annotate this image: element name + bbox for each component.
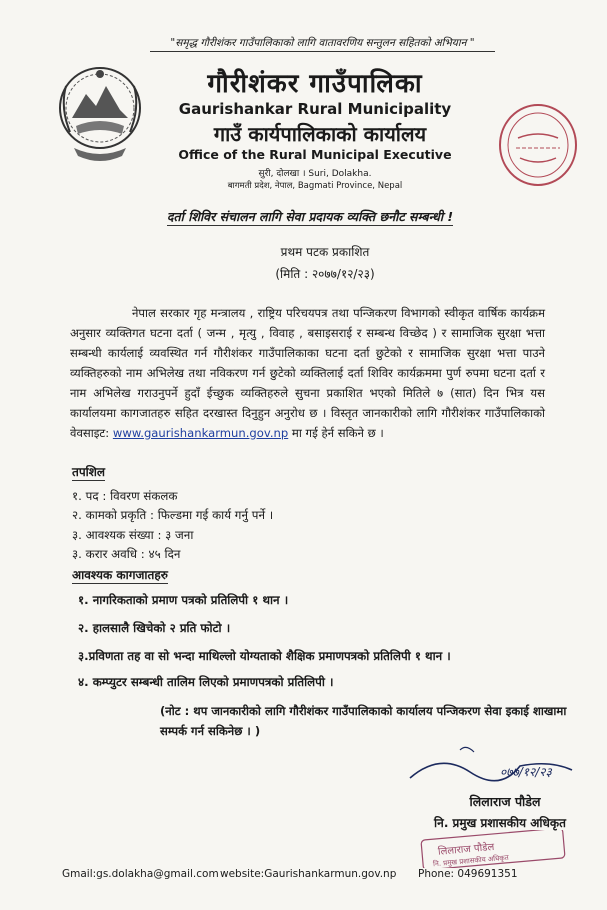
office-round-seal-icon: [496, 100, 580, 190]
requirements-heading: आवश्यक कागजातहरु: [72, 568, 168, 582]
nepal-government-emblem-icon: [52, 56, 148, 168]
notice-body-text: नेपाल सरकार गृह मन्त्रालय , राष्ट्रिय परिचयपत्र तथा पन्जिकरण विभागको स्वीकृत वार्षिक कार्यक्रम अनुसार व्यक्तिगत घटना दर्ता ( जन्म , मृत्यु , विवाह , बसाइसराई र सम्बन्ध विच्छेद ) र सामाजिक सुरक्षा भत्ता सम्बन्धी कार्यलाई व्यवस्थित गर्न गौरीशंकर गाउँपालिकाका घटना दर्ता छुटेको र सामाजिक सुरक्षा भत्ता पाउने व्यक्तिहरुको नाम अभिलेख तथा नविकरण गर्न छुटेको व्यक्तिलाई दर्ता शिविर कार्यक्रममा पुर्ण रुपमा घटना दर्ता र नाम अभिलेख गराउनुपर्ने हुदाँ ईच्छुक व्यक्तिहरुले सुचना प्रकाशित भएको मितिले ७ (सात) दिन भित्र यस कार्यालयमा कागजातहरु सहित दरखास्त दिनुहुन अनुरोध छ । विस्तृत जानकारीको लागि गौरीशंकर गाउँपालिकाको वेवसाइट:: [70, 306, 545, 440]
office-title-nepali: गाउँ कार्यपालिकाको कार्यालय: [213, 122, 427, 146]
publication-date: (मिति : २०७७/१२/२३): [275, 267, 375, 281]
requirement-item-citizenship: १. नागरिकताको प्रमाण पत्रको प्रतिलिपी १ थान ।: [78, 593, 289, 607]
publication-label: प्रथम पटक प्रकाशित: [280, 245, 370, 259]
signature-date: ०७७/१२/२३: [500, 765, 552, 779]
requirement-item-computer-training: ४. कम्प्युटर सम्बन्धी तालिम लिएको प्रमाणपत्रको प्रतिलिपी ।: [78, 675, 334, 689]
details-item-work-nature: २. कामको प्रकृति : फिल्डमा गई कार्य गर्नु पर्ने ।: [72, 508, 274, 522]
svg-text:नि. प्रमुख प्रशासकीय अधिकृत: नि. प्रमुख प्रशासकीय अधिकृत: [432, 853, 510, 868]
notice-body-tail: मा गई हेर्न सकिने छ ।: [288, 426, 384, 440]
office-title-english: Office of the Rural Municipal Executive: [178, 147, 452, 162]
notice-subject: [60, 208, 560, 225]
name-stamp-icon: [418, 830, 568, 868]
requirement-item-education: ३.प्रविणता तह वा सो भन्दा माथिल्लो योग्यताको शैक्षिक प्रमाणपत्रको प्रतिलिपी १ थान ।: [78, 649, 451, 663]
website-link[interactable]: www.gaurishankarmun.gov.np: [112, 426, 289, 440]
details-item-required-count: ३. आवश्यक संख्या : ३ जना: [72, 528, 194, 542]
signatory-name: लिलाराज पौडेल: [469, 794, 541, 809]
address-line-1: सुरी, दोलखा । Suri, Dolakha.: [258, 169, 372, 179]
svg-text:लिलाराज पौडेल: लिलाराज पौडेल: [437, 841, 495, 858]
slogan: "समृद्ध गौरीशंकर गाउँपालिकाको लागि वातावरणिय सन्तुलन सहितको अभियान ": [150, 36, 495, 52]
address-line-2: बागमती प्रदेश, नेपाल, Bagmati Province, Nepal: [227, 181, 403, 191]
notice-body: [70, 303, 545, 443]
handwritten-signature-icon: [400, 742, 580, 786]
notice-subject-text: दर्ता शिविर संचालन लागि सेवा प्रदायक व्यक्ति छनौट सम्बन्धी !: [166, 209, 454, 224]
municipality-title-nepali: गौरीशंकर गाउँपालिका: [207, 69, 423, 99]
municipality-title-english: Gaurishankar Rural Municipality: [178, 100, 452, 118]
footer-website: website:Gaurishankarmun.gov.np: [220, 868, 397, 880]
details-item-contract-period: ३. करार अवधि : ४५ दिन: [72, 547, 181, 561]
details-item-post: १. पद : विवरण संकलक: [72, 489, 178, 503]
requirement-item-photo: २. हालसालै खिचेको २ प्रति फोटो ।: [78, 621, 231, 635]
signatory-title: नि. प्रमुख प्रशासकीय अधिकृत: [434, 816, 566, 830]
details-heading: तपशिल: [72, 465, 106, 479]
footer-phone: Phone: 049691351: [418, 868, 518, 880]
footer-email: Gmail:gs.dolakha@gmail.com: [62, 868, 219, 880]
contact-note: (नोट : थप जानकारीको लागि गौरीशंकर गाउँपालिकाको कार्यालय पन्जिकरण सेवा इकाई शाखामा सम्पर्क गर्न सकिनेछ । ): [160, 704, 567, 738]
